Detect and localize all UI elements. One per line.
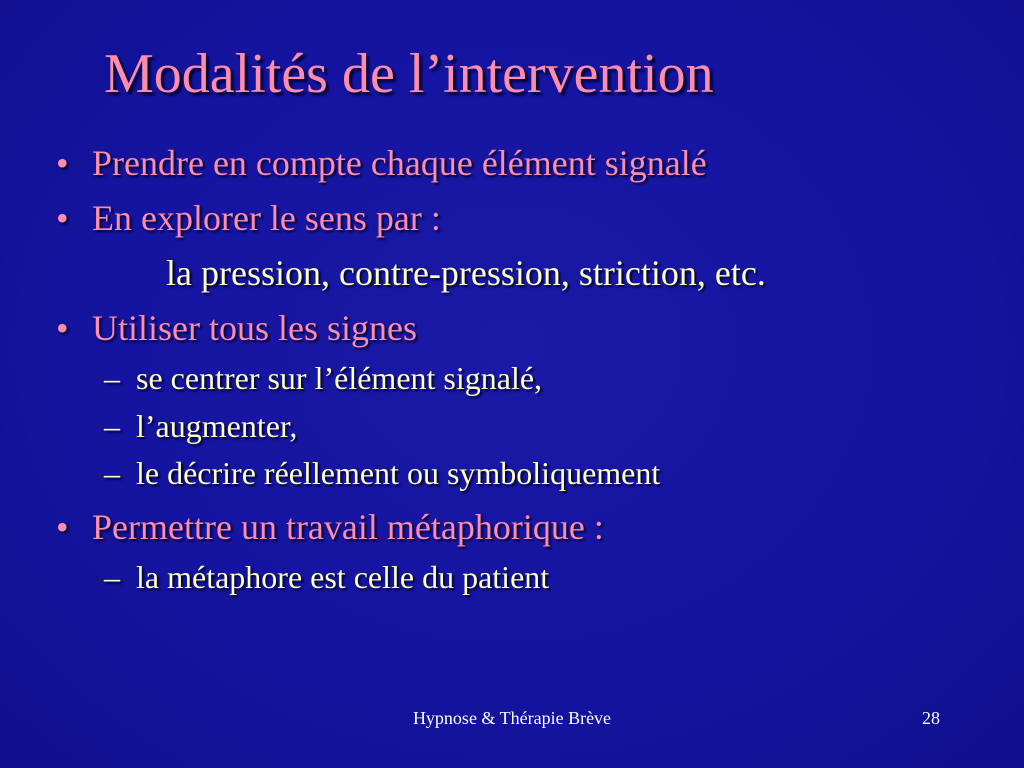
- dash-glyph: –: [104, 360, 120, 396]
- bullet-glyph: •: [56, 198, 69, 238]
- page-number: 28: [922, 708, 940, 728]
- sub-bullet-text: le décrire réellement ou symboliquement: [136, 455, 661, 491]
- dash-glyph: –: [104, 559, 120, 595]
- bullet-glyph: •: [56, 308, 69, 348]
- slide-title: Modalités de l’intervention: [104, 43, 714, 105]
- bullet-text: Utiliser tous les signes: [92, 308, 417, 348]
- bullet-text: En explorer le sens par :: [92, 198, 441, 238]
- footer-text: Hypnose & Thérapie Brève: [412, 708, 612, 728]
- sub-bullet-text: se centrer sur l’élément signalé,: [136, 360, 543, 396]
- bullet-text: Permettre un travail métaphorique :: [92, 507, 604, 547]
- bullet-continuation: la pression, contre-pression, striction, etc.: [166, 253, 766, 293]
- sub-bullet-text: la métaphore est celle du patient: [136, 559, 550, 595]
- bullet-glyph: •: [56, 143, 69, 183]
- dash-glyph: –: [104, 408, 120, 444]
- sub-bullet-text: l’augmenter,: [136, 408, 298, 444]
- bullet-text: Prendre en compte chaque élément signalé: [92, 143, 707, 183]
- bullet-glyph: •: [56, 507, 69, 547]
- dash-glyph: –: [104, 455, 120, 491]
